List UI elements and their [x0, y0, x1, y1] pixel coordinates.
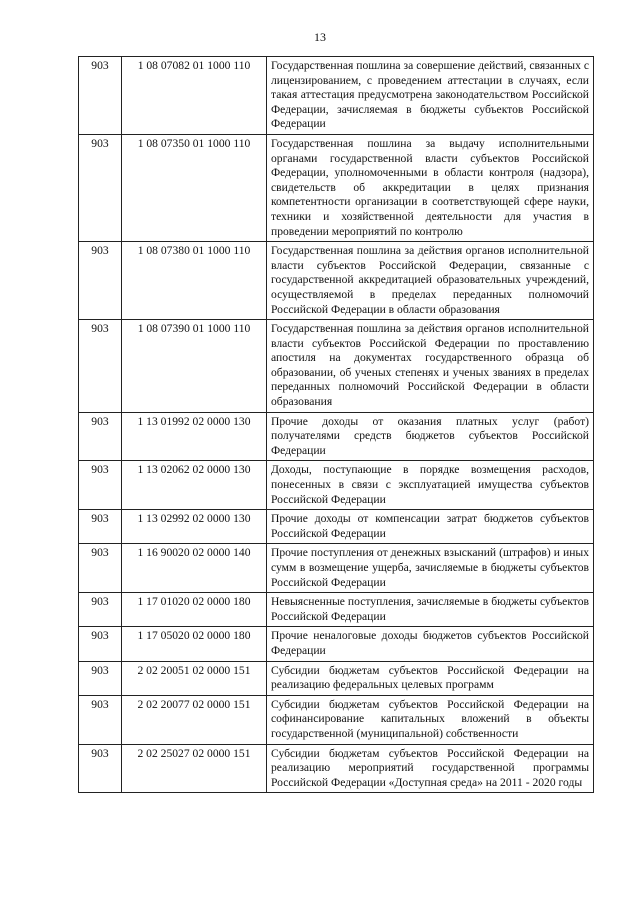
- budget-code-cell: 1 08 07350 01 1000 110: [122, 134, 267, 241]
- admin-code-cell: 903: [79, 661, 122, 695]
- admin-code-cell: 903: [79, 412, 122, 461]
- description-cell: Прочие доходы от оказания платных услуг (работ) получателями средств бюджетов субъектов Российской Федерации: [267, 412, 594, 461]
- table-row: [79, 744, 594, 793]
- table-row: [79, 412, 594, 461]
- budget-codes-table: [78, 56, 594, 793]
- budget-code-cell: 1 16 90020 02 0000 140: [122, 544, 267, 593]
- admin-code-cell: 903: [79, 242, 122, 320]
- admin-code-cell: 903: [79, 510, 122, 544]
- description-cell: Прочие поступления от денежных взысканий (штрафов) и иных сумм в возмещение ущерба, зачисляемые в бюджеты субъектов Российской Федерации: [267, 544, 594, 593]
- admin-code-cell: 903: [79, 544, 122, 593]
- description-cell: Государственная пошлина за выдачу исполнительными органами государственной власти субъектов Российской Федерации, уполномоченными в области контроля (надзора), свидетельств об аккредитации в целях признания компетентности организации в соответствующей сфере науки, техники и хозяйственной деятельности для участия в проведении мероприятий по контролю: [267, 134, 594, 241]
- table-row: [79, 695, 594, 744]
- admin-code-cell: 903: [79, 134, 122, 241]
- admin-code-cell: 903: [79, 320, 122, 413]
- description-cell: Государственная пошлина за совершение действий, связанных с лицензированием, с проведением аттестации в случаях, если такая аттестация предусмотрена законодательством Российской Федерации, зачисляемая в бюджеты субъектов Российской Федерации: [267, 57, 594, 135]
- budget-code-cell: 1 17 05020 02 0000 180: [122, 627, 267, 661]
- budget-code-cell: 2 02 25027 02 0000 151: [122, 744, 267, 793]
- page-number: 13: [314, 30, 326, 44]
- description-cell: Прочие неналоговые доходы бюджетов субъектов Российской Федерации: [267, 627, 594, 661]
- budget-code-cell: 1 13 01992 02 0000 130: [122, 412, 267, 461]
- admin-code-cell: 903: [79, 627, 122, 661]
- table-row: [79, 661, 594, 695]
- admin-code-cell: 903: [79, 744, 122, 793]
- admin-code-cell: 903: [79, 461, 122, 510]
- table-row: [79, 544, 594, 593]
- table-row: [79, 510, 594, 544]
- description-cell: Невыясненные поступления, зачисляемые в бюджеты субъектов Российской Федерации: [267, 593, 594, 627]
- budget-code-cell: 1 08 07082 01 1000 110: [122, 57, 267, 135]
- budget-code-cell: 1 17 01020 02 0000 180: [122, 593, 267, 627]
- table-row: [79, 627, 594, 661]
- table-row: [79, 57, 594, 135]
- description-cell: Доходы, поступающие в порядке возмещения расходов, понесенных в связи с эксплуатацией имущества субъектов Российской Федерации: [267, 461, 594, 510]
- table-row: [79, 242, 594, 320]
- description-cell: Государственная пошлина за действия органов исполнительной власти субъектов Российской Федерации по проставлению апостиля на документах государственного образца об образовании, об ученых степенях и ученых званиях в пределах переданных полномочий Российской Федерации в области образования: [267, 320, 594, 413]
- budget-code-cell: 1 13 02992 02 0000 130: [122, 510, 267, 544]
- description-cell: Прочие доходы от компенсации затрат бюджетов субъектов Российской Федерации: [267, 510, 594, 544]
- budget-code-cell: 1 13 02062 02 0000 130: [122, 461, 267, 510]
- table-row: [79, 593, 594, 627]
- budget-code-cell: 1 08 07380 01 1000 110: [122, 242, 267, 320]
- description-cell: Субсидии бюджетам субъектов Российской Федерации на реализацию федеральных целевых программ: [267, 661, 594, 695]
- table-row: [79, 134, 594, 241]
- budget-code-cell: 2 02 20051 02 0000 151: [122, 661, 267, 695]
- budget-code-cell: 1 08 07390 01 1000 110: [122, 320, 267, 413]
- description-cell: Субсидии бюджетам субъектов Российской Федерации на софинансирование капитальных вложений в объекты государственной (муниципальной) собственности: [267, 695, 594, 744]
- admin-code-cell: 903: [79, 57, 122, 135]
- budget-code-cell: 2 02 20077 02 0000 151: [122, 695, 267, 744]
- admin-code-cell: 903: [79, 695, 122, 744]
- description-cell: Государственная пошлина за действия органов исполнительной власти субъектов Российской Федерации, связанные с государственной аккредитацией образовательных учреждений, осуществляемой в пределах переданных полномочий Российской Федерации в области образования: [267, 242, 594, 320]
- table-row: [79, 320, 594, 413]
- table-row: [79, 461, 594, 510]
- description-cell: Субсидии бюджетам субъектов Российской Федерации на реализацию мероприятий государственной программы Российской Федерации «Доступная среда» на 2011 - 2020 годы: [267, 744, 594, 793]
- admin-code-cell: 903: [79, 593, 122, 627]
